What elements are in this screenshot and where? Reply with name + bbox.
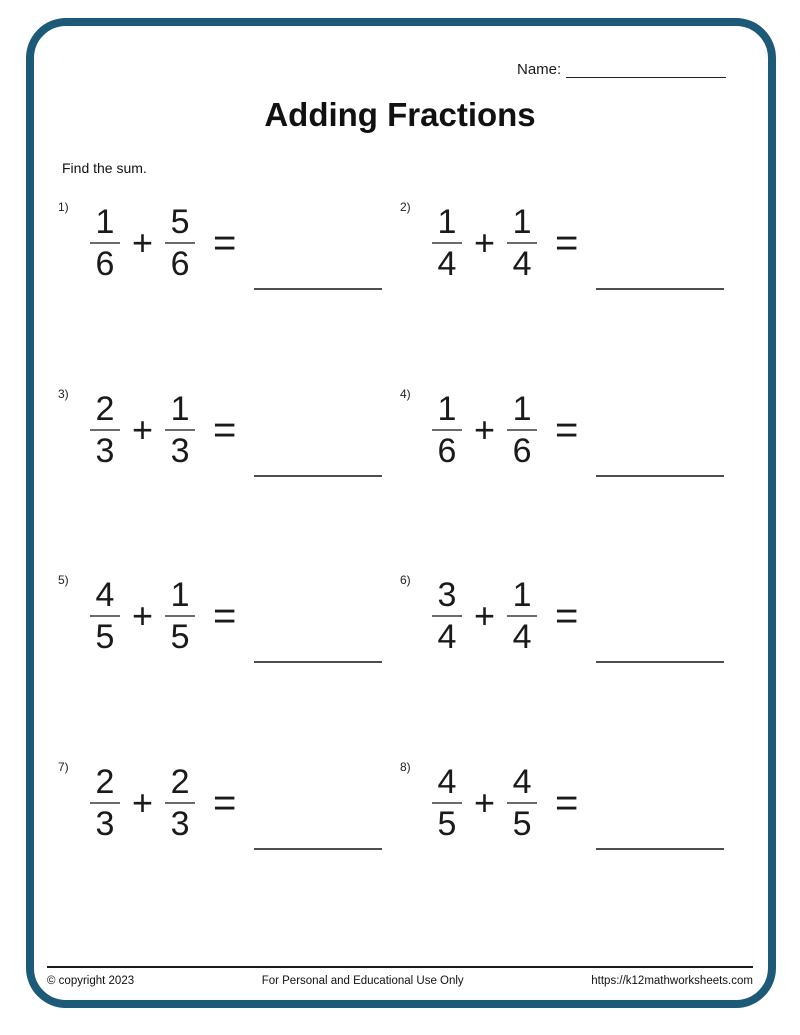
problem-number: 7) — [58, 760, 69, 774]
answer-blank[interactable] — [596, 848, 724, 850]
numerator: 2 — [95, 763, 115, 801]
numerator: 4 — [95, 576, 115, 614]
answer-blank[interactable] — [254, 288, 382, 290]
answer-blank[interactable] — [596, 288, 724, 290]
plus-sign: + — [474, 222, 496, 263]
name-blank[interactable] — [566, 60, 726, 78]
problem-number: 3) — [58, 387, 69, 401]
footer-site-url: https://k12mathworksheets.com — [591, 975, 753, 987]
problem-number: 4) — [400, 387, 411, 401]
fraction-bar — [90, 242, 120, 244]
fraction-bar — [507, 242, 537, 244]
fraction-second — [505, 765, 539, 841]
fraction-second — [505, 578, 539, 654]
numerator: 1 — [170, 576, 190, 614]
denominator: 3 — [95, 805, 115, 843]
plus-sign: + — [474, 595, 496, 636]
problem-1 — [58, 200, 382, 283]
footer — [47, 966, 753, 987]
fraction-bar — [432, 615, 462, 617]
numerator: 1 — [512, 576, 532, 614]
equals-sign: = — [213, 781, 237, 825]
fraction-bar — [507, 802, 537, 804]
instruction-text: Find the sum. — [62, 160, 147, 176]
numerator: 5 — [170, 203, 190, 241]
equals-sign: = — [213, 221, 237, 265]
numerator: 2 — [170, 763, 190, 801]
equals-sign: = — [213, 408, 237, 452]
fraction-first — [430, 765, 464, 841]
name-row — [517, 60, 726, 78]
fraction-bar — [165, 242, 195, 244]
fraction-bar — [432, 429, 462, 431]
problem-2 — [400, 200, 724, 283]
plus-sign: + — [132, 409, 154, 450]
fraction-second — [163, 205, 197, 281]
fraction-bar — [507, 615, 537, 617]
fraction-first — [88, 765, 122, 841]
fraction-second — [505, 392, 539, 468]
answer-blank[interactable] — [596, 475, 724, 477]
fraction-bar — [165, 802, 195, 804]
denominator: 5 — [170, 618, 190, 656]
fraction-second — [505, 205, 539, 281]
plus-sign: + — [474, 782, 496, 823]
denominator: 6 — [512, 432, 532, 470]
fraction-bar — [432, 802, 462, 804]
equals-sign: = — [555, 594, 579, 638]
problem-4 — [400, 387, 724, 470]
equals-sign: = — [555, 221, 579, 265]
problem-number: 6) — [400, 573, 411, 587]
fraction-first — [88, 205, 122, 281]
answer-blank[interactable] — [254, 475, 382, 477]
fraction-first — [430, 392, 464, 468]
name-label: Name: — [517, 61, 562, 78]
numerator: 4 — [512, 763, 532, 801]
fraction-second — [163, 765, 197, 841]
denominator: 6 — [95, 245, 115, 283]
footer-usage-note: For Personal and Educational Use Only — [261, 975, 464, 987]
plus-sign: + — [132, 222, 154, 263]
footer-copyright: © copyright 2023 — [47, 975, 135, 987]
plus-sign: + — [132, 782, 154, 823]
denominator: 6 — [170, 245, 190, 283]
fraction-bar — [90, 615, 120, 617]
problem-number: 8) — [400, 760, 411, 774]
page-title: Adding Fractions — [264, 96, 536, 133]
denominator: 6 — [437, 432, 457, 470]
fraction-bar — [165, 615, 195, 617]
problem-6 — [400, 573, 724, 656]
numerator: 1 — [512, 203, 532, 241]
equals-sign: = — [555, 408, 579, 452]
fraction-bar — [90, 429, 120, 431]
denominator: 5 — [95, 618, 115, 656]
problem-5 — [58, 573, 382, 656]
answer-blank[interactable] — [596, 661, 724, 663]
denominator: 5 — [512, 805, 532, 843]
problem-number: 1) — [58, 200, 69, 214]
fraction-second — [163, 392, 197, 468]
numerator: 1 — [95, 203, 115, 241]
fraction-first — [430, 578, 464, 654]
denominator: 3 — [170, 805, 190, 843]
fraction-bar — [165, 429, 195, 431]
fraction-first — [88, 578, 122, 654]
fraction-bar — [507, 429, 537, 431]
problem-number: 2) — [400, 200, 411, 214]
denominator: 3 — [95, 432, 115, 470]
plus-sign: + — [474, 409, 496, 450]
numerator: 4 — [437, 763, 457, 801]
problem-8 — [400, 760, 724, 843]
problem-number: 5) — [58, 573, 69, 587]
fraction-first — [430, 205, 464, 281]
numerator: 3 — [437, 576, 457, 614]
denominator: 4 — [512, 245, 532, 283]
fraction-second — [163, 578, 197, 654]
numerator: 1 — [437, 390, 457, 428]
numerator: 2 — [95, 390, 115, 428]
problem-3 — [58, 387, 382, 470]
fraction-first — [88, 392, 122, 468]
denominator: 4 — [437, 245, 457, 283]
denominator: 5 — [437, 805, 457, 843]
numerator: 1 — [170, 390, 190, 428]
denominator: 4 — [437, 618, 457, 656]
numerator: 1 — [437, 203, 457, 241]
denominator: 4 — [512, 618, 532, 656]
denominator: 3 — [170, 432, 190, 470]
answer-blank[interactable] — [254, 848, 382, 850]
equals-sign: = — [213, 594, 237, 638]
problem-7 — [58, 760, 382, 843]
plus-sign: + — [132, 595, 154, 636]
fraction-bar — [90, 802, 120, 804]
fraction-bar — [432, 242, 462, 244]
answer-blank[interactable] — [254, 661, 382, 663]
numerator: 1 — [512, 390, 532, 428]
equals-sign: = — [555, 781, 579, 825]
